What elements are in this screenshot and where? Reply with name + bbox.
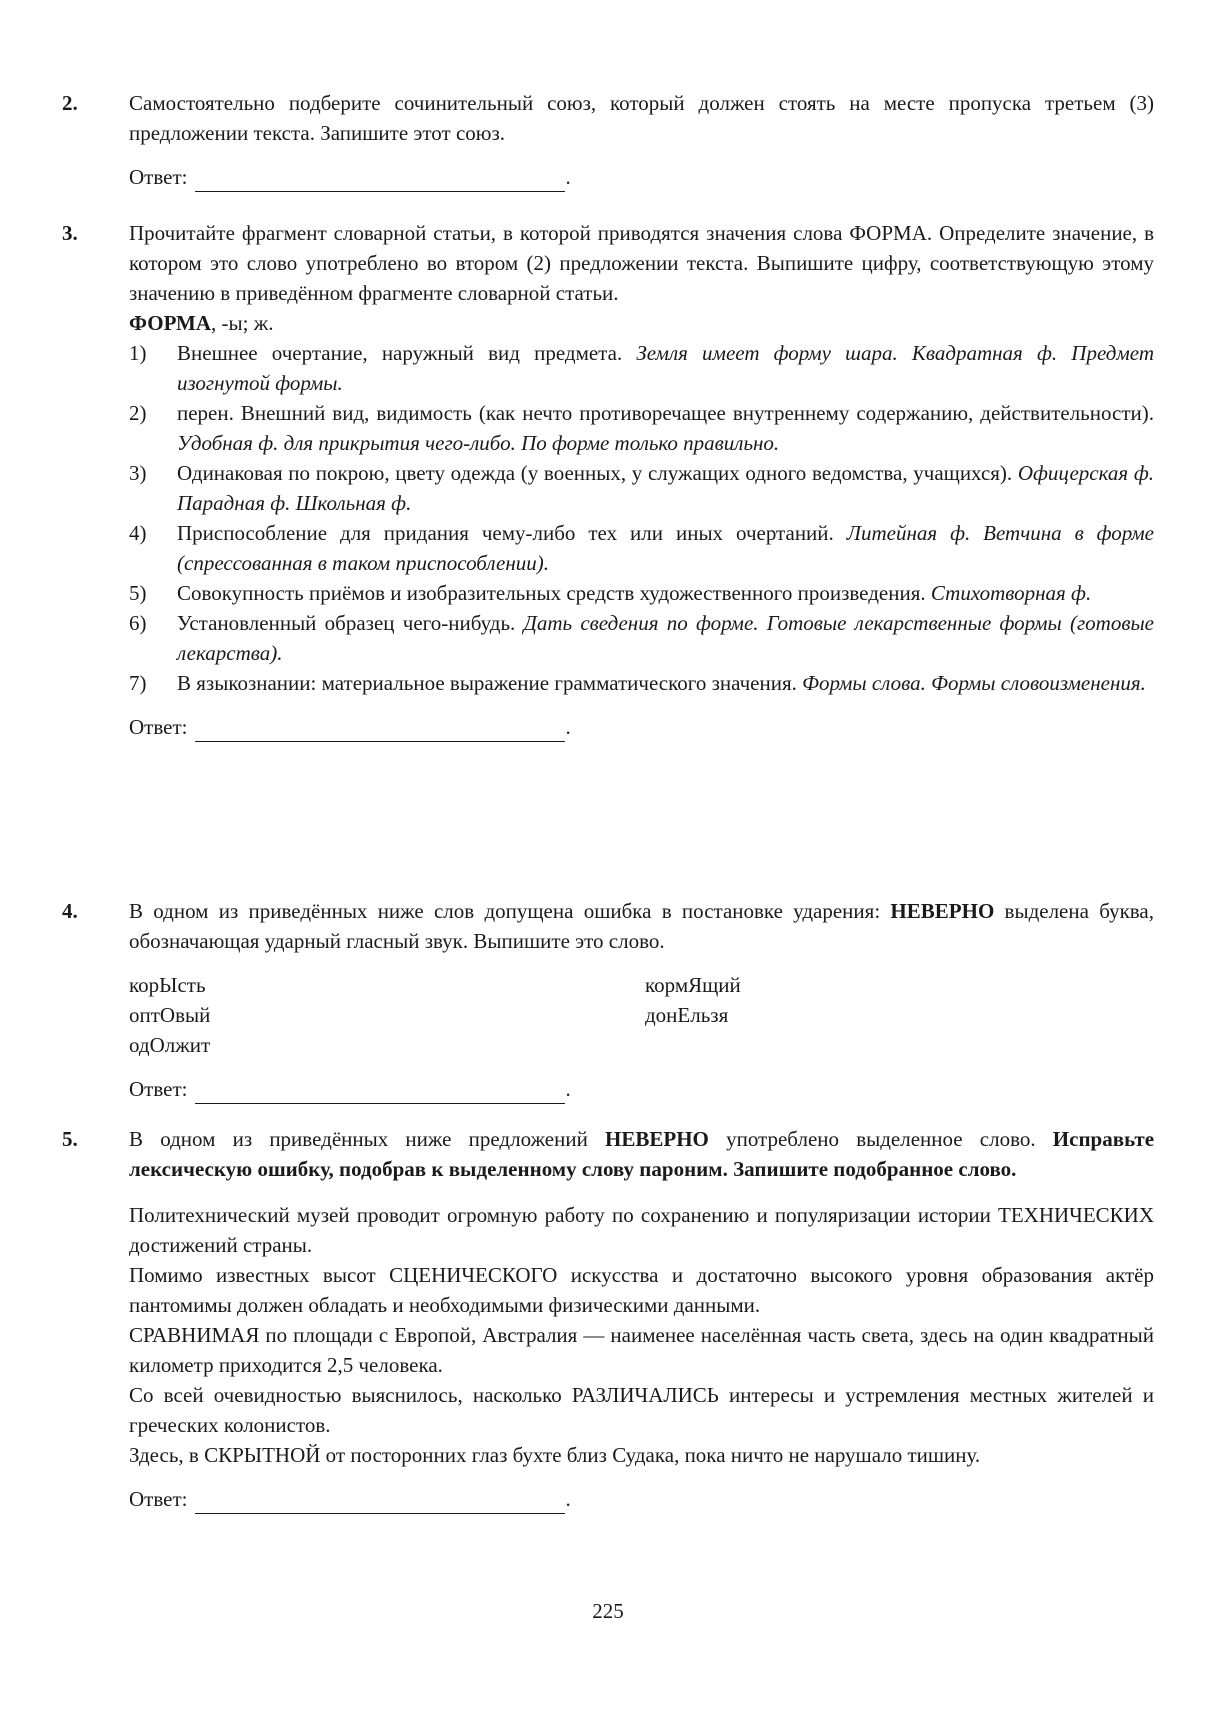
task-text: Прочитайте фрагмент словарной статьи, в которой приводятся значения слова ФОРМА. Определите значение, в котором это слово употреблено во втором (2) предложении текста. Выпишите цифру, соответствующую этому значению в приведённом фрагменте словарной статьи. — [129, 221, 1154, 305]
definition-item: 6) Установленный образец чего-нибудь. Дать сведения по форме. Готовые лекарственные формы (готовые лекарства). — [129, 611, 1154, 665]
answer-label: Ответ: — [129, 715, 188, 739]
word-option: оптОвый — [129, 1003, 211, 1027]
definition-item: 3) Одинаковая по покрою, цвету одежда (у военных, у служащих одного ведомства, учащихся). Офицерская ф. Парадная ф. Школьная ф. — [129, 461, 1154, 515]
definition-item: 1) Внешнее очертание, наружный вид предмета. Земля имеет форму шара. Квадратная ф. Предмет изогнутой формы. — [129, 341, 1154, 395]
task-text: В одном из приведённых ниже слов допущена ошибка в постановке ударения: НЕВЕРНО выделена буква, обозначающая ударный гласный звук. Выпишите это слово. — [129, 899, 1154, 953]
task-number: 2. — [62, 91, 78, 115]
task-text: В одном из приведённых ниже предложений НЕВЕРНО употреблено выделенное слово. Исправьте лексическую ошибку, подобрав к выделенному слову пароним. Запишите подобранное слово. — [129, 1127, 1155, 1181]
task-2 — [62, 88, 1154, 192]
sentence: СРАВНИМАЯ по площади с Европой, Австралия — наименее населённая часть света, здесь на один квадратный километр приходится 2,5 человека. — [129, 1323, 1154, 1377]
page-number: 225 — [592, 1599, 624, 1623]
task-number: 3. — [62, 221, 78, 245]
word-list — [129, 970, 1154, 1060]
word-option: кормЯщий — [645, 973, 741, 997]
answer-label: Ответ: — [129, 1487, 188, 1511]
answer-label: Ответ: — [129, 165, 188, 189]
task-text: Самостоятельно подберите сочинительный союз, который должен стоять на месте пропуска третьем (3) предложении текста. Запишите этот союз. — [129, 91, 1154, 145]
sentence: Политехнический музей проводит огромную работу по сохранению и популяризации истории ТЕХНИЧЕСКИХ достижений страны. — [129, 1203, 1154, 1257]
sentence: Здесь, в СКРЫТНОЙ от посторонних глаз бухте близ Судака, пока ничто не нарушало тишину. — [129, 1443, 981, 1467]
answer-row: Ответ: . — [129, 162, 1154, 192]
answer-row: Ответ: . — [129, 712, 1154, 742]
task-number: 4. — [62, 899, 78, 923]
task-5 — [62, 1124, 1154, 1514]
answer-row: Ответ: . — [129, 1484, 1154, 1514]
definition-item: 4) Приспособление для придания чему-либо тех или иных очертаний. Литейная ф. Ветчина в форме (спрессованная в таком приспособлении). — [129, 521, 1154, 575]
word-option: корЫсть — [129, 973, 206, 997]
answer-label: Ответ: — [129, 1077, 188, 1101]
definition-item: 2) перен. Внешний вид, видимость (как нечто противоречащее внутреннему содержанию, действительности). Удобная ф. для прикрытия чего-либо. По форме только правильно. — [129, 401, 1154, 455]
answer-field[interactable] — [195, 169, 565, 192]
definition-item: 7) В языкознании: материальное выражение грамматического значения. Формы слова. Формы словоизменения. — [129, 671, 1146, 695]
answer-row: Ответ: . — [129, 1074, 1154, 1104]
definition-list — [129, 338, 1154, 698]
task-3 — [62, 218, 1154, 742]
answer-field[interactable] — [195, 719, 565, 742]
answer-field[interactable] — [195, 1491, 565, 1514]
definition-item: 5) Совокупность приёмов и изобразительных средств художественного произведения. Стихотворная ф. — [129, 581, 1092, 605]
word-option: донЕльзя — [645, 1003, 729, 1027]
sentence: Со всей очевидностью выяснилось, насколько РАЗЛИЧАЛИСЬ интересы и устремления местных жителей и греческих колонистов. — [129, 1383, 1154, 1437]
dictionary-headword: ФОРМА, -ы; ж. — [129, 311, 274, 335]
sentence-list — [129, 1200, 1154, 1470]
task-number: 5. — [62, 1127, 78, 1151]
sentence: Помимо известных высот СЦЕНИЧЕСКОГО искусства и достаточно высокого уровня образования актёр пантомимы должен обладать и необходимыми физическими данными. — [129, 1263, 1154, 1317]
answer-field[interactable] — [195, 1081, 565, 1104]
task-4 — [62, 896, 1154, 1104]
word-option: одОлжит — [129, 1033, 211, 1057]
